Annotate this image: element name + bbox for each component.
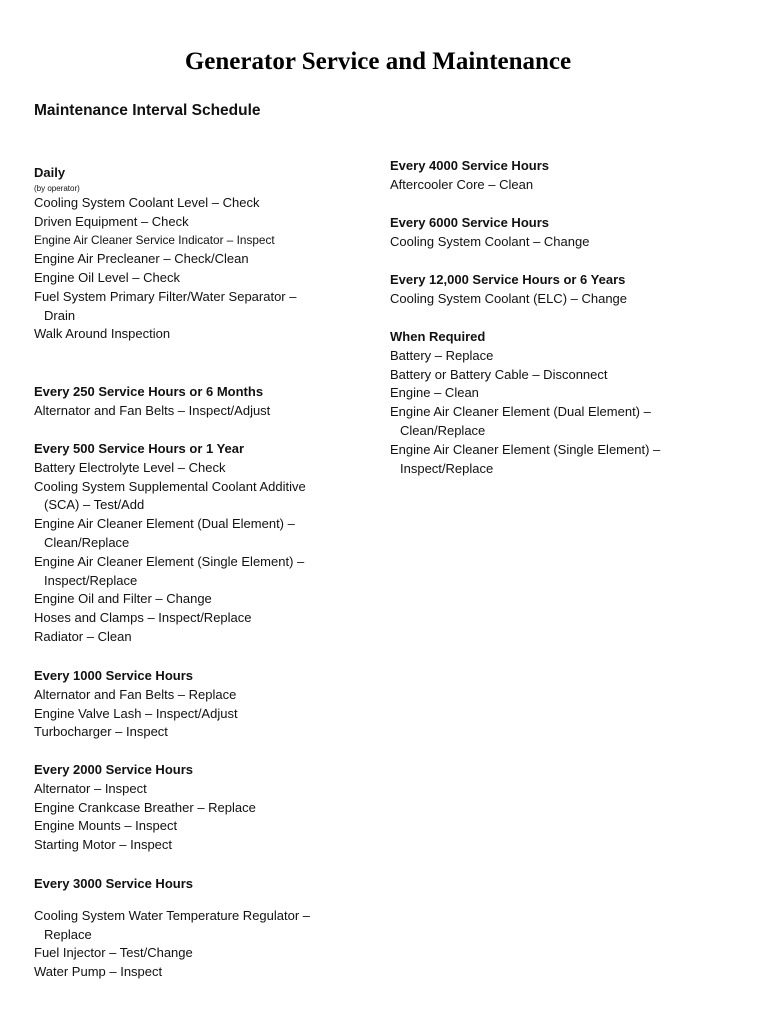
list-item xyxy=(390,290,627,309)
item-continuation: Inspect/Replace xyxy=(400,460,494,476)
list-item xyxy=(34,963,310,982)
section-note: (by operator) xyxy=(34,183,80,193)
list-item xyxy=(34,907,310,945)
list-item xyxy=(34,836,256,855)
list-item xyxy=(34,213,296,232)
item-text: Turbocharger – Inspect xyxy=(34,724,168,740)
item-text: Battery or Battery Cable – Disconnect xyxy=(390,366,608,382)
item-text: Cooling System Coolant (ELC) – Change xyxy=(390,290,628,306)
item-text: Driven Equipment – Check xyxy=(34,213,189,229)
list-item xyxy=(34,723,238,742)
list-item xyxy=(34,288,296,326)
list-item xyxy=(34,780,256,799)
list-item xyxy=(34,799,256,818)
list-item xyxy=(34,459,306,478)
list-item xyxy=(390,233,589,252)
item-continuation: Replace xyxy=(44,926,92,942)
section-heading: When Required xyxy=(390,329,486,344)
item-text: Cooling System Water Temperature Regulator – xyxy=(34,907,311,923)
section-250-hours xyxy=(34,383,270,421)
list-item xyxy=(34,817,256,836)
item-text: Water Pump – Inspect xyxy=(34,964,163,980)
list-item xyxy=(34,194,296,213)
section-heading: Every 1000 Service Hours xyxy=(34,668,193,683)
item-text: Engine Air Cleaner Element (Single Element) – xyxy=(34,553,305,569)
item-text: Engine Oil Level – Check xyxy=(34,269,180,285)
section-6000-hours xyxy=(390,214,589,252)
list-item xyxy=(34,269,296,288)
list-item xyxy=(34,325,296,344)
list-item xyxy=(34,944,310,963)
list-item xyxy=(34,705,238,724)
item-text: Fuel System Primary Filter/Water Separator – xyxy=(34,288,297,304)
item-text: Engine Crankcase Breather – Replace xyxy=(34,799,256,815)
list-item xyxy=(34,590,306,609)
item-text: Aftercooler Core – Clean xyxy=(390,176,534,192)
section-2000-hours xyxy=(34,761,256,855)
list-item xyxy=(34,478,306,516)
list-item xyxy=(34,402,270,421)
list-item xyxy=(390,403,660,441)
section-heading: Every 250 Service Hours or 6 Months xyxy=(34,384,264,399)
item-text: Alternator and Fan Belts – Inspect/Adjust xyxy=(34,402,271,418)
schedule-subtitle: Maintenance Interval Schedule xyxy=(34,102,261,119)
section-3000-hours xyxy=(34,875,310,982)
section-heading: Every 6000 Service Hours xyxy=(390,215,549,230)
item-text: Engine Oil and Filter – Change xyxy=(34,591,212,607)
item-text: Fuel Injector – Test/Change xyxy=(34,945,193,961)
item-text: Hoses and Clamps – Inspect/Replace xyxy=(34,610,252,626)
item-text: Alternator – Inspect xyxy=(34,780,147,796)
list-item xyxy=(34,609,306,628)
section-heading: Daily xyxy=(34,165,66,180)
section-heading: Every 4000 Service Hours xyxy=(390,158,549,173)
section-heading: Every 3000 Service Hours xyxy=(34,876,193,891)
section-daily xyxy=(34,164,296,344)
section-heading: Every 2000 Service Hours xyxy=(34,762,193,777)
section-12000-hours xyxy=(390,271,627,309)
item-text: Engine Valve Lash – Inspect/Adjust xyxy=(34,705,238,721)
list-item xyxy=(34,686,238,705)
item-text: Radiator – Clean xyxy=(34,628,132,644)
list-item xyxy=(34,231,296,250)
section-500-hours xyxy=(34,440,306,647)
item-text: Engine – Clean xyxy=(390,385,479,401)
item-continuation: (SCA) – Test/Add xyxy=(44,497,145,513)
section-1000-hours xyxy=(34,667,238,742)
section-when-required xyxy=(390,328,660,478)
section-heading: Every 500 Service Hours or 1 Year xyxy=(34,441,245,456)
item-continuation: Clean/Replace xyxy=(400,422,486,438)
item-text: Engine Air Cleaner Element (Single Element) – xyxy=(390,441,661,457)
item-text: Battery Electrolyte Level – Check xyxy=(34,459,226,475)
item-text: Cooling System Coolant Level – Check xyxy=(34,194,260,210)
list-item xyxy=(390,441,660,479)
section-heading: Every 12,000 Service Hours or 6 Years xyxy=(390,272,626,287)
list-item xyxy=(390,347,660,366)
item-text: Engine Air Cleaner Service Indicator – Inspect xyxy=(34,233,275,248)
list-item xyxy=(34,250,296,269)
item-continuation: Inspect/Replace xyxy=(44,572,138,588)
item-text: Starting Motor – Inspect xyxy=(34,837,173,853)
list-item xyxy=(390,384,660,403)
section-4000-hours xyxy=(390,157,549,195)
list-item xyxy=(34,628,306,647)
item-continuation: Clean/Replace xyxy=(44,534,130,550)
item-text: Cooling System Supplemental Coolant Additive xyxy=(34,478,306,494)
item-text: Walk Around Inspection xyxy=(34,326,171,342)
item-text: Engine Air Cleaner Element (Dual Element) – xyxy=(34,516,295,532)
item-text: Alternator and Fan Belts – Replace xyxy=(34,686,237,702)
item-continuation: Drain xyxy=(44,307,76,323)
document-title: Generator Service and Maintenance xyxy=(184,48,572,75)
item-text: Battery – Replace xyxy=(390,347,494,363)
item-text: Engine Mounts – Inspect xyxy=(34,818,178,834)
list-item xyxy=(34,553,306,591)
item-text: Engine Air Precleaner – Check/Clean xyxy=(34,251,249,267)
list-item xyxy=(34,515,306,553)
list-item xyxy=(390,176,549,195)
item-text: Cooling System Coolant – Change xyxy=(390,233,590,249)
list-item xyxy=(390,366,660,385)
item-text: Engine Air Cleaner Element (Dual Element) – xyxy=(390,404,651,420)
